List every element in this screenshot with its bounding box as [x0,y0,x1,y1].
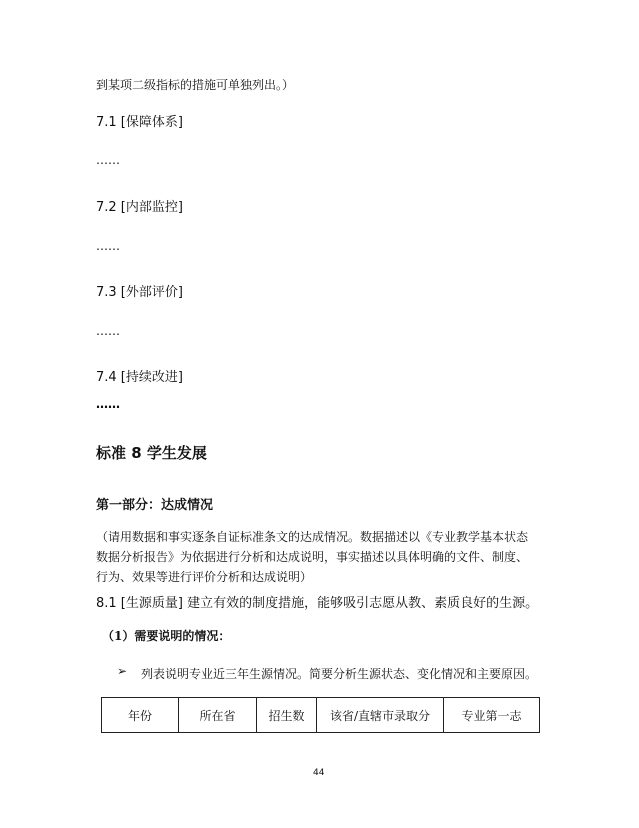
instruction-line-1: （请用数据和事实逐条自证标准条文的达成情况。数据描述以《专业教学基本状态 [96,530,529,544]
section-heading-7-3: 7.3 [外部评价] [96,285,183,300]
bullet-text: 列表说明专业近三年生源情况。简要分析生源状态、变化情况和主要原因。 [141,667,538,681]
section-heading-7-2: 7.2 [内部监控] [96,200,183,215]
continuation-line: 到某项二级指标的措施可单独列出。） [96,78,295,92]
col-header-year: 年份 [102,698,179,733]
section-body-7-2: …… [96,239,120,253]
standard-title: 标准 8 学生发展 [96,444,207,462]
col-header-enrollment: 招生数 [257,698,317,733]
needs-explain-label: （1）需要说明的情况： [102,629,231,643]
item-8-1-statement: 8.1 [生源质量] 建立有效的制度措施，能够吸引志愿从教、素质良好的生源。 [96,596,539,611]
section-body-7-4: …… [96,397,120,411]
section-heading-7-4: 7.4 [持续改进] [96,370,183,385]
table-header-row [102,698,540,733]
col-header-first-choice: 专业第一志 [444,698,540,733]
instruction-line-3: 行为、效果等进行评价分析和达成说明） [96,570,313,584]
section-heading-7-1: 7.1 [保障体系] [96,115,183,130]
recruitment-table [101,697,540,733]
col-header-admission-score: 该省/直辖市录取分 [317,698,444,733]
page-number: 44 [313,768,325,778]
part-title: 第一部分：达成情况 [96,498,214,513]
col-header-province: 所在省 [179,698,257,733]
instruction-line-2: 数据分析报告》为依据进行分析和达成说明，事实描述以具体明确的文件、制度、 [96,550,529,564]
section-body-7-1: …… [96,153,120,167]
bullet-arrow-icon: ➢ [117,664,128,678]
section-body-7-3: …… [96,324,120,338]
